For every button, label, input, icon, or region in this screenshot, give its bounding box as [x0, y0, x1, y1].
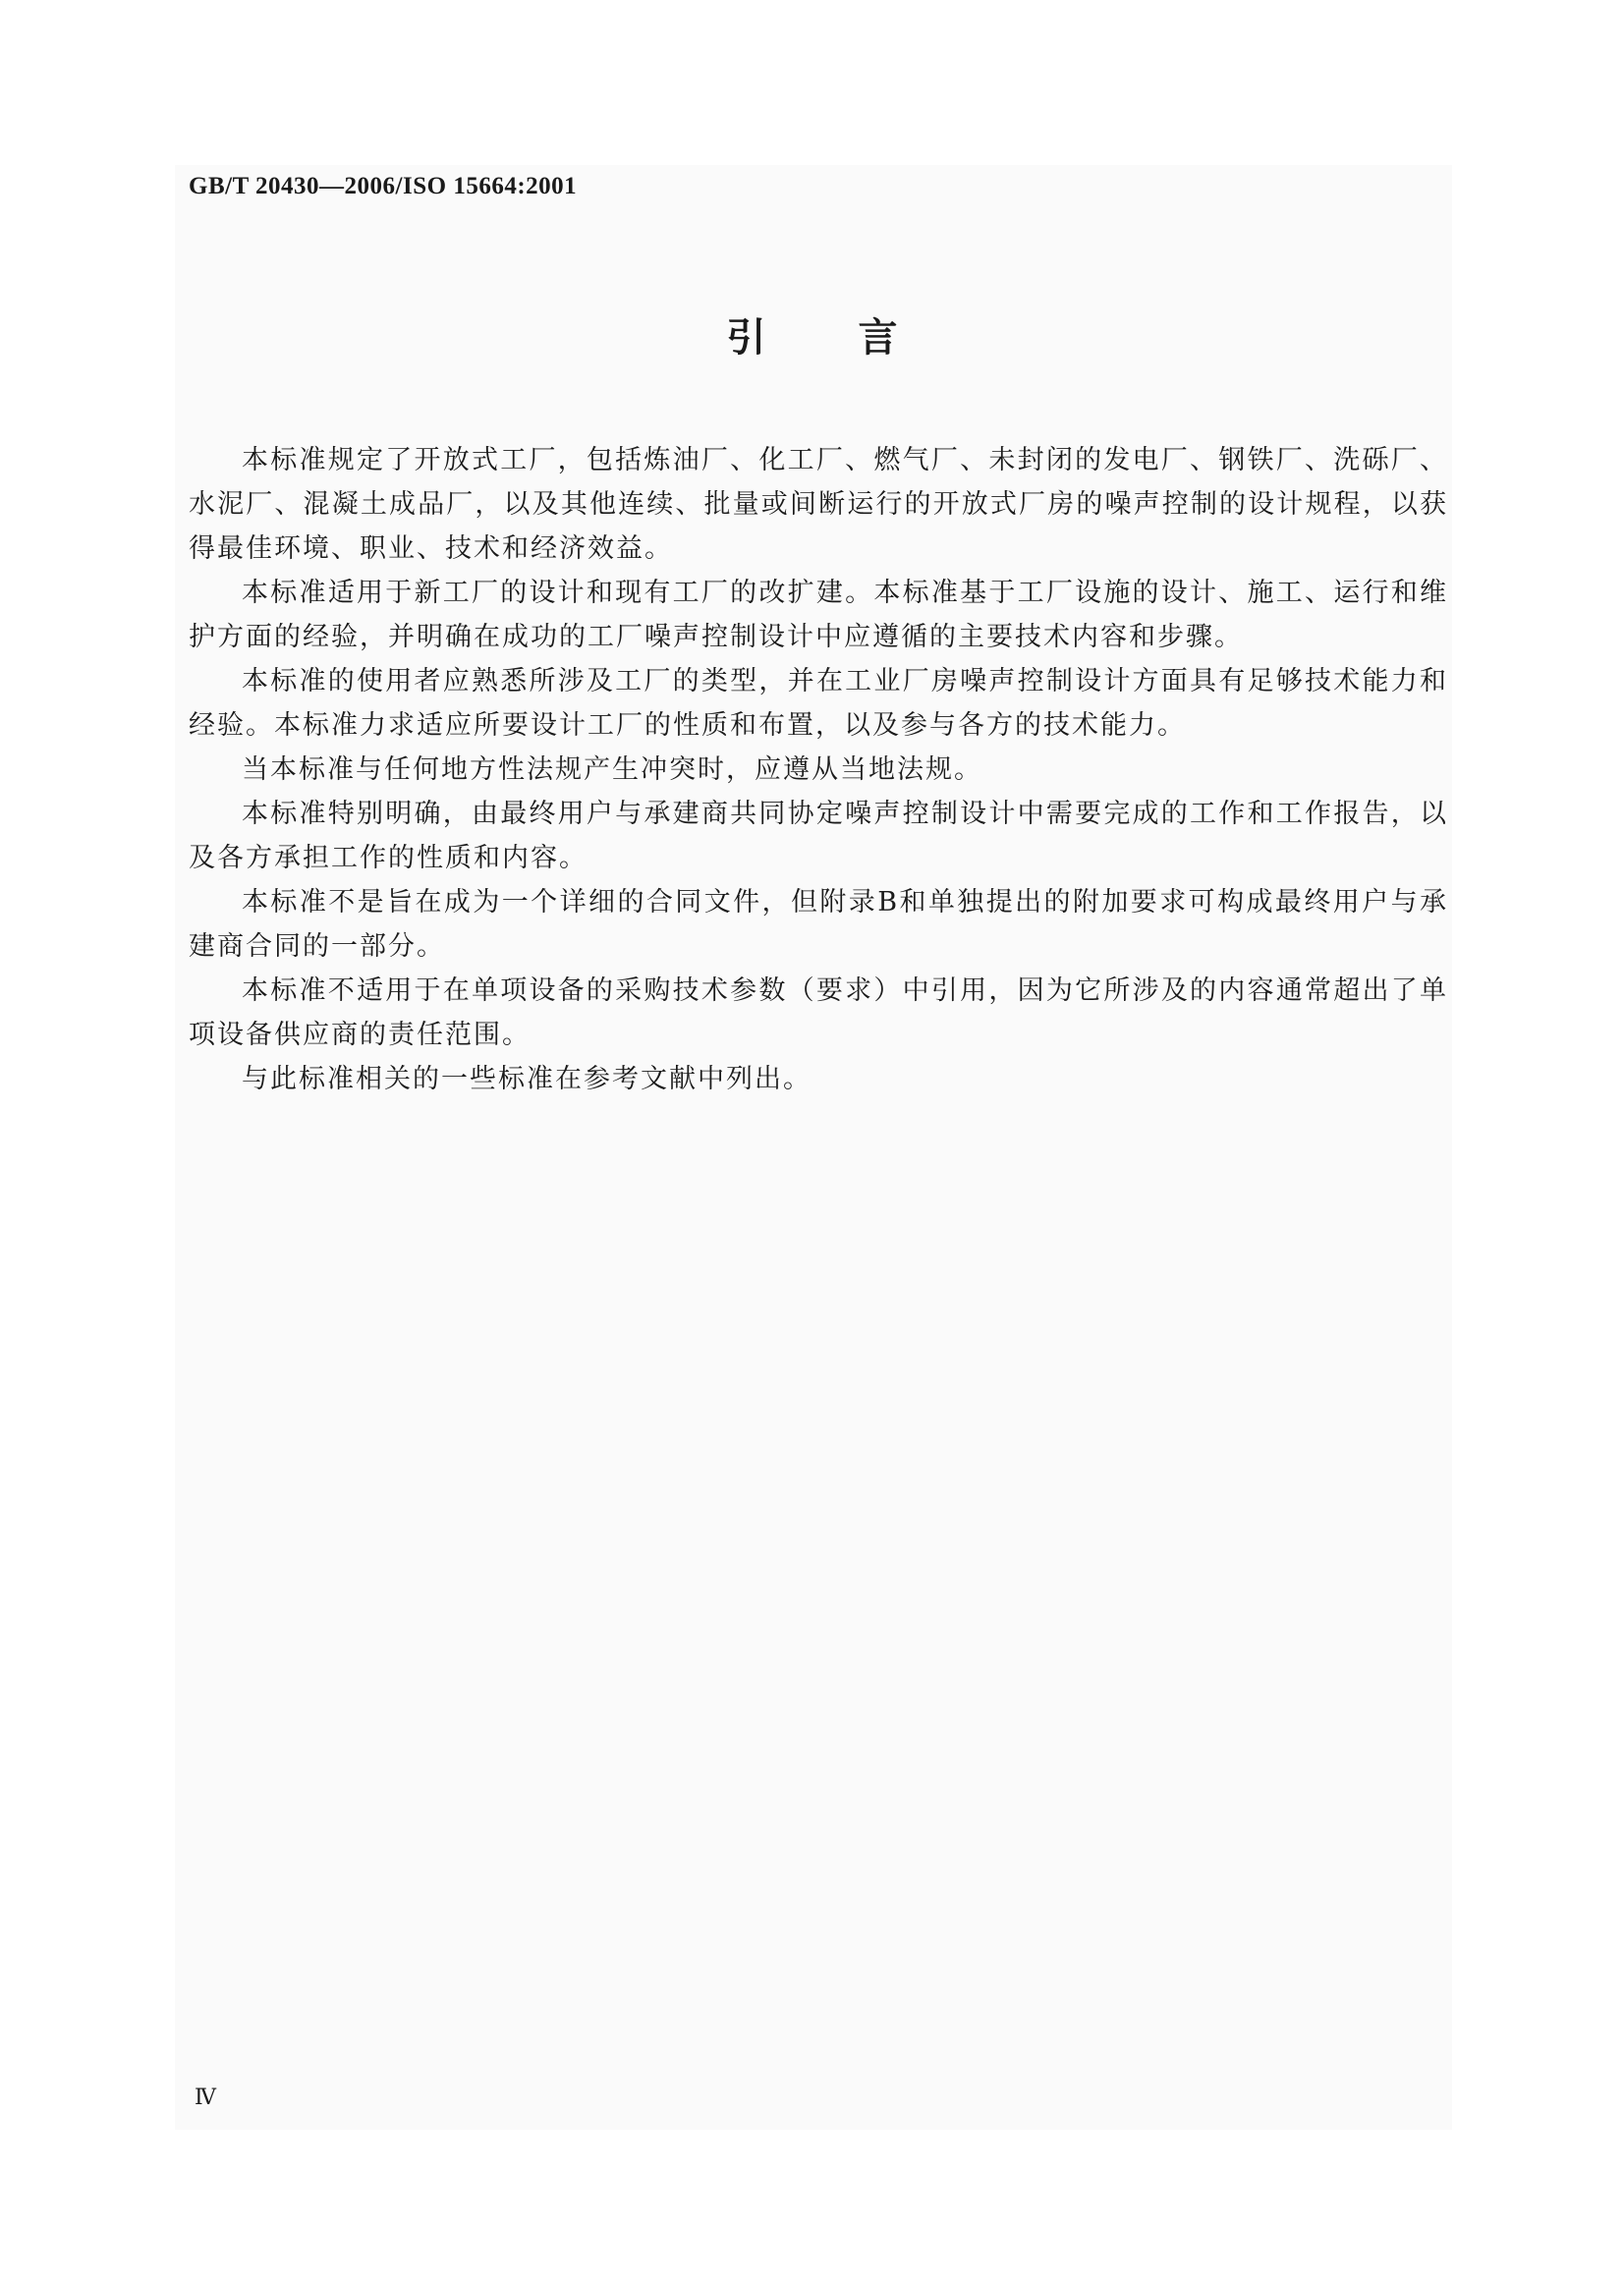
paragraph: 本标准规定了开放式工厂，包括炼油厂、化工厂、燃气厂、未封闭的发电厂、钢铁厂、洗砾厂、水泥厂、混凝土成品厂，以及其他连续、批量或间断运行的开放式厂房的噪声控制的设计规程，以获得最佳环境、职业、技术和经济效益。 [189, 445, 1448, 564]
paragraph: 本标准适用于新工厂的设计和现有工厂的改扩建。本标准基于工厂设施的设计、施工、运行和维护方面的经验，并明确在成功的工厂噪声控制设计中应遵循的主要技术内容和步骤。 [189, 578, 1448, 652]
paragraph: 本标准不是旨在成为一个详细的合同文件，但附录B和单独提出的附加要求可构成最终用户与承建商合同的一部分。 [189, 887, 1448, 962]
paragraph: 本标准不适用于在单项设备的采购技术参数（要求）中引用，因为它所涉及的内容通常超出了单项设备供应商的责任范围。 [189, 975, 1448, 1050]
page-number: Ⅳ [195, 2085, 216, 2109]
standard-number-header: GB/T 20430—2006/ISO 15664:2001 [189, 173, 578, 199]
page-title: 引言 [726, 315, 990, 361]
paragraph: 本标准特别明确，由最终用户与承建商共同协定噪声控制设计中需要完成的工作和工作报告，以及各方承担工作的性质和内容。 [189, 799, 1448, 873]
introduction-body [189, 438, 1448, 1101]
paragraph: 与此标准相关的一些标准在参考文献中列出。 [242, 1064, 812, 1094]
paragraph: 当本标准与任何地方性法规产生冲突时，应遵从当地法规。 [242, 754, 982, 785]
paragraph: 本标准的使用者应熟悉所涉及工厂的类型，并在工业厂房噪声控制设计方面具有足够技术能力和经验。本标准力求适应所要设计工厂的性质和布置，以及参与各方的技术能力。 [189, 666, 1448, 741]
